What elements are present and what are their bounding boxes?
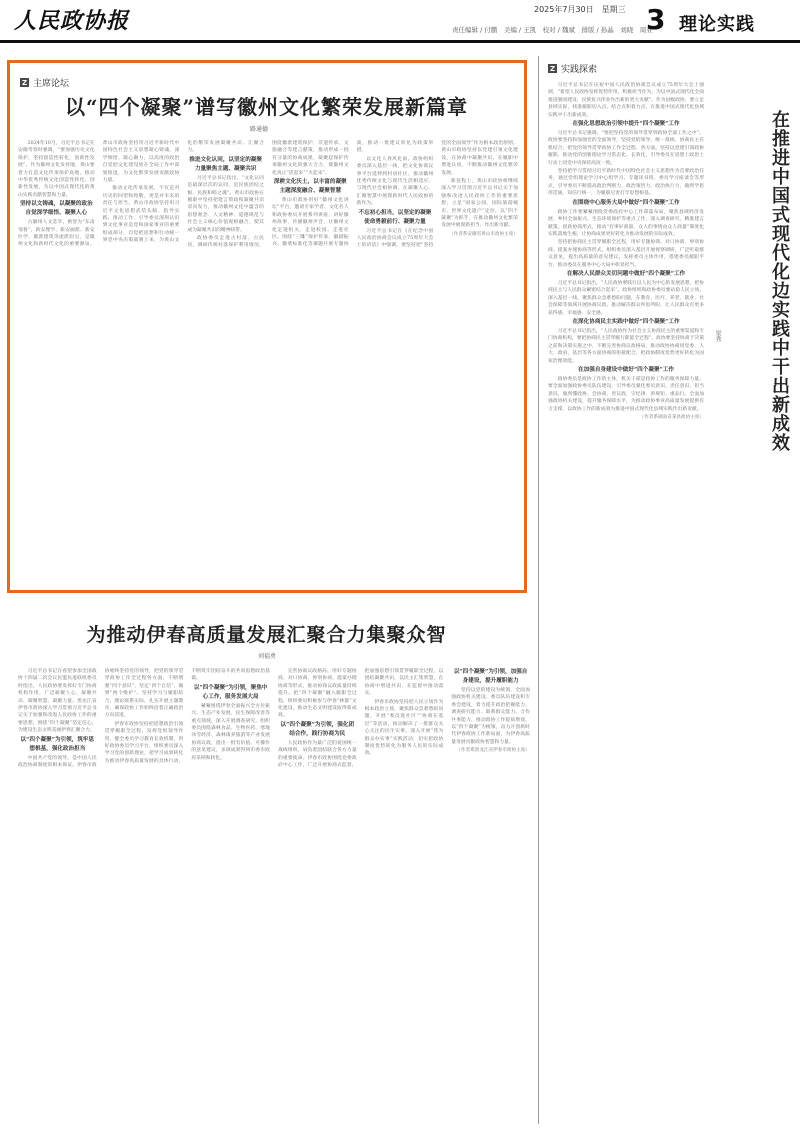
body-paragraph: 完善协商议政格局，用好专题协商、对口协商、界别协商、提案办理协商等形式，推动协商议政质量持续提升。把“四个凝聚”融入履职全过程，组织委员积极参与伊春“林都”文化建设，推动生态文明建设取得新成效。 [277,669,357,719]
section-name: 理论实践 [679,14,755,35]
article-2-byline: 刘福勇 [258,653,277,660]
article-2-body [18,668,530,1124]
section-subheading: 在围绕中心服务大局中做好“四个凝聚”工作 [572,199,680,206]
body-paragraph: 政协委员走进古村落、古民居，调研传统村落保护利用情况，围绕徽派建筑保护、非遗传承、文旅融合等建言献策，推动形成一批有分量的协商成果，凝聚起保护传承徽州文化的强大合力，使徽州文化真正“活起来”“火起来”。 [187,141,349,249]
article-1-headline[interactable]: 以“四个凝聚”谱写徽州文化繁荣发展新篇章 [64,95,468,119]
body-paragraph: 习近平总书记在庆祝中国人民政治协商会议成立75周年大会上强调，“希望人民政协发挥优势作用，积极担当作为，为以中国式现代化全面推进强国建设、民族复兴伟业作出新的更大贡献”。作为县级政协，要立足县域实际，找准履职切入点、结合点和着力点，在推进中国式现代化县域实践中干出新成效。 [548,83,704,118]
editor-credits: 责任编辑 / 付鹏 美编 / 王凯 校对 / 魏斌 排版 / 孙晶 刘晓 周亚 [452,26,653,34]
body-paragraph: 2024年10月，习近平总书记在安徽考察时强调，“要加强历史文化保护，坚持创造性转化、创新性发展”。作为徽州文化发祥地，黄山要着力打造文化传承保护高地，推动中华优秀传统文化创造性转化、创新性发展，为以中国式现代化的黄山实践贡献智慧和力量。 [18,141,95,198]
body-paragraph: 中国共产党的领导，是中国人民政治协商制度的根本保证。伊春市政协始终坚持党的领导，把党的领导贯穿政协工作全过程各方面，不断增强“四个意识”、坚定“四个自信”、做到“两个维护”。坚持学习与履职结合，理论联系实际，扎实开展主题教育，确保政协工作始终沿着正确政治方向前进。 [18,669,184,769]
column-tag-label: 实践探索 [561,65,598,75]
body-paragraph: 坚持以党的建设为统领，全面加强政协机关建设、委员队伍建设和专委会建设，着力提升政治把握能力、调查研究能力、联系群众能力、合作共事能力，推动政协工作提质增效。以“四个凝聚”为统领，奋力开创新时代伊春政协工作新局面，为伊春高质量发展贡献政协智慧和力量。 [451,688,530,745]
article-2-headline[interactable]: 为推动伊春高质量发展汇聚合力集聚众智 [86,624,447,646]
body-paragraph: 人民政协作为最广泛的爱国统一战线组织，肩负着团结联合各方力量的重要使命。伊春市政协围绕党委政府中心工作，广泛开展协商式监督，把加强思想引领贯穿履职全过程，以团结凝聚共识，以民主汇集智慧，在协商中增进共识、在监督中推动落实。 [277,669,444,769]
author-footnote: （作者系湖南省某县政协主席） [639,415,704,421]
masthead [0,0,800,44]
section-subheading: 以“四个凝聚”为引领，强化团结合作，践行协商为民 [280,721,355,737]
body-paragraph: 习近平总书记指出，“人民政协作为社会主义协商民主的重要渠道和专门协商机构，要把协商民主贯穿履行职能全过程”。政协要坚持协商于决策之前和决策实施之中，不断完善协商议政格局，推动政协协商同党委、人大、政府、基层等各方面协商的衔接配合，把政协制度优势更好转化为国家治理效能。 [548,328,704,364]
column-tag-chairman-forum [20,76,69,89]
body-paragraph: 政协工作要紧紧围绕党委政府中心工作谋篇布局，聚焦县域经济发展、乡村全面振兴、生态环境保护等重点工作，深入调查研究，精准建言献策。创新协商形式，推动“有事好商量、众人的事情由众人商量”制度化实践落地生根，让协商成果更好转化为推动发展的实际成效。 [548,209,704,237]
body-paragraph: 推动文化传承发展，不仅是对历史的回望和致敬，更是对未来的责任与担当。黄山市政协坚持用习近平文化思想武装头脑、指导实践、推动工作，引导委员深刻认识到文化事业是党和国家事业的重要组成部分，自觉把思想和行动统一到党中央决策部署上来，为黄山文化的繁荣发展凝聚共识、汇聚合力。 [102,141,264,244]
section-subheading: 以“四个凝聚”为引领，加强自身建设，提升履职能力 [453,669,528,684]
author-footnote: （作者系安徽省黄山市政协主席） [449,231,518,237]
column-z-icon: Z [21,78,28,87]
author-footnote: （作者系黑龙江省伊春市政协主席） [456,748,530,754]
section-subheading: 以“四个凝聚”为引领，筑牢思想根基，强化政治担当 [20,736,95,752]
body-paragraph: 习近平总书记在《在纪念中国人民政治协商会议成立75周年大会上的讲话》中强调，要坚持把“坚持党的全面领导”作为根本政治原则。黄山市政协坚持以党建引领文化建设，在协商中凝聚共识，在履职中增进认同，不断推动徽州文化繁荣发展。 [356,141,518,249]
body-paragraph: 政协委员是政协工作的主体，机关干部是政协工作的服务保障力量。要全面加强政协委员队伍建设，引导委员强化委员意识、责任意识、担当意识，做到懂政协、会协商、善议政，守纪律、讲规矩、重品行。全面加强政协机关建设，提升服务保障水平，为推动政协事业高质量发展提供有力支撑，以政协工作的新成效为推进中国式现代化县域实践作出新贡献。 [548,377,704,412]
section-subheading: 以“四个凝聚”为引领，聚焦中心工作，服务发展大局 [193,684,268,700]
column-z-icon: Z [549,64,556,73]
section-subheading: 在强化思想政治引领中提升“四个凝聚”工作 [572,121,680,128]
section-subheading: 在解决人民群众关切问题中做好“四个凝聚”工作 [566,270,686,277]
body-paragraph: 紧紧围绕伊春全面振兴全方位振兴、生态产业发展、民生保障改善等重点领域，深入开展调查研究，组织委员围绕森林食品、生物医药、寒地冰雪经济、森林康养旅游等产业发展协商议政，提出一批有价值、可操作的意见建议，多项成果得到市委市政府采纳和转化。 [191,703,270,761]
section-subheading: 推进文化认同，以坚定的凝聚力量聚焦主题、凝聚共识 [189,156,262,172]
article-3-byline: 梁秀 [714,330,721,342]
article-3-body [548,82,704,1122]
section-subheading: 在加强自身建设中做好“四个凝聚”工作 [578,367,674,373]
issue-date: 2025年7月30日 星期三 [534,5,626,14]
body-paragraph: 新征程上，黄山市政协将继续深入学习贯彻习近平总书记关于加强和改进人民政协工作的重要思想，立足“国家公园、国际旅游城市、世界文化遗产”定位，以“四个凝聚”为抓手，在推动徽州文化繁荣发展中展现新担当、作出新贡献。 [441,179,518,229]
body-paragraph: 习近平总书记指出，“人民政协要践行以人民为中心的发展思想，把协商民主与人民群众紧密结合起来”。政协组织和政协委员要站稳人民立场，深入基层一线，聚焦群众急难愁盼问题，在教育、医疗、养老、就业、社会保障等领域开展协商议政，推动解决群众所思所盼，让人民群众有更多获得感、幸福感、安全感。 [548,280,704,316]
body-paragraph: 习近平总书记指出，“文化认同是最深层次的认同，是民族团结之根、民族和睦之魂”。黄山市政协在履职中坚持把建言资政和凝聚共识双向发力，推动徽州文化中蕴含的思想观念、人文精神、道德规范与社会主义核心价值观相融合，使其成为凝聚共识的精神纽带。 [187,175,264,233]
page-number: 3 [646,3,666,36]
body-paragraph: 伊春市政协坚持把思想政治引领贯穿履职全过程，发挥党组领导作用，健全委员学习教育长效机制，用好政协委员学习平台，组织委员深入学习党的创新理论，把学习成果转化为推动伊春高质量发展的具体行动，不断筑牢团结奋斗的共同思想政治基础。 [104,669,270,764]
body-paragraph: 伊春市政协坚持把人民立场作为根本政治立场，聚焦群众急难愁盼问题，开展“委员进社区”“协商在基层”等活动，推动解决了一批群众关心关注的民生实事。深入开展“我为群众办实事”实践活动，切实把政协制度优势转化为服务人民的实际成效。 [364,699,444,757]
column-tag-label: 主席论坛 [33,79,70,89]
newspaper-logo: 人民政协报 [14,8,130,34]
section-subheading: 深耕文化沃土，以丰富的凝聚主题深度融合、凝聚智慧 [273,179,347,195]
body-paragraph: 古徽州人文荟萃，被誉为“东南邹鲁”，新安理学、新安画派、新安医学、徽派建筑等流派纷呈，是徽州文化和新时代文化的重要源泉。黄山市政协坚持用习近平新时代中国特色社会主义思想凝心铸魂，深学细悟、凝心聚力，以高度的政治自觉把文化建设放在全局工作中谋划推进，为文化繁荣发展贡献政协力量。 [18,141,180,248]
body-paragraph: 以文化人春风化雨。政协组织委员深入基层一线，把文化协商议事平台延伸到村居社区，推动徽州优秀传统文化与现代生活相适应、与现代社会相协调，在凝聚人心、汇聚智慧中展现新时代人民政协的新作为。 [356,156,434,207]
section-subheading: 在深化协商民主实践中做好“四个凝聚”工作 [572,318,680,325]
masthead-rule [0,40,800,43]
column-tag-practice [548,62,597,75]
body-paragraph: 坚持把协商民主贯穿履职全过程，用好专题协商、对口协商、界别协商、提案办理协商等形式，组织委员深入基层开展视察调研，广泛听取群众意见，提出高质量的意见建议。发挥委员主体作用，搭建委员履职平台，推动委员在服务中心大局中彰显担当。 [548,240,704,268]
body-paragraph: 黄山市政协用好“徽州文化讲坛”平台，邀请专家学者、文化名人和政协委员开展系列讲座，讲好徽州故事，传播徽州声音，让徽州文化走进机关、走进校园、走进社区。围绕“三雕”保护传承、徽剧振兴、徽菜标准化等课题开展专题协商，推动一批建议转化为政策举措。 [271,141,434,248]
section-subheading: 不忘初心担当，以坚定的凝聚使命勇毅前行、凝聚力量 [358,209,432,225]
article-1-body [18,140,518,582]
body-paragraph: 习近平总书记在看望参加全国政协十四届二次会议民盟民进联组委员时指出，人民政协要发挥好专门协商机构作用，广泛凝聚人心、凝聚共识、凝聚智慧、凝聚力量。黑龙江省伊春市政协深入学习贯彻习近平总书记关于加强和改进人民政协工作的重要思想，围绕“四个凝聚”坚定信心，为建设生态文明美丽伊春汇聚合力。 [18,669,97,734]
body-paragraph: 坚持把学习贯彻习近平新时代中国特色社会主义思想作为首要政治任务，通过党组理论学习中心组学习、专题读书班、委员学习座谈会等形式，引导委员不断提高政治判断力、政治领悟力、政治执行力，做到学思用贯通、知信行统一，为履职尽责打牢思想根基。 [548,169,704,197]
article-1-byline: 路通德 [250,126,269,133]
article-3-headline[interactable]: 在推进中国式现代化边实践中干出新成效 [769,110,790,452]
column-divider [538,56,539,1124]
section-subheading: 坚持以文铸魂，以凝聚的政治自觉深学细悟、凝聚人心 [19,201,93,217]
body-paragraph: 习近平总书记强调，“要把坚持党的领导贯穿到政协全部工作之中”。政协要坚持和加强党的全面领导，坚持党的领导、统一战线、协商民主有机结合，把党的领导贯穿政协工作全过程、各方面。坚持以党建引领政协履职，推动党的创新理论学习常态化、长效化，引导委员在思想上政治上行动上同党中央保持高度一致。 [548,131,704,166]
